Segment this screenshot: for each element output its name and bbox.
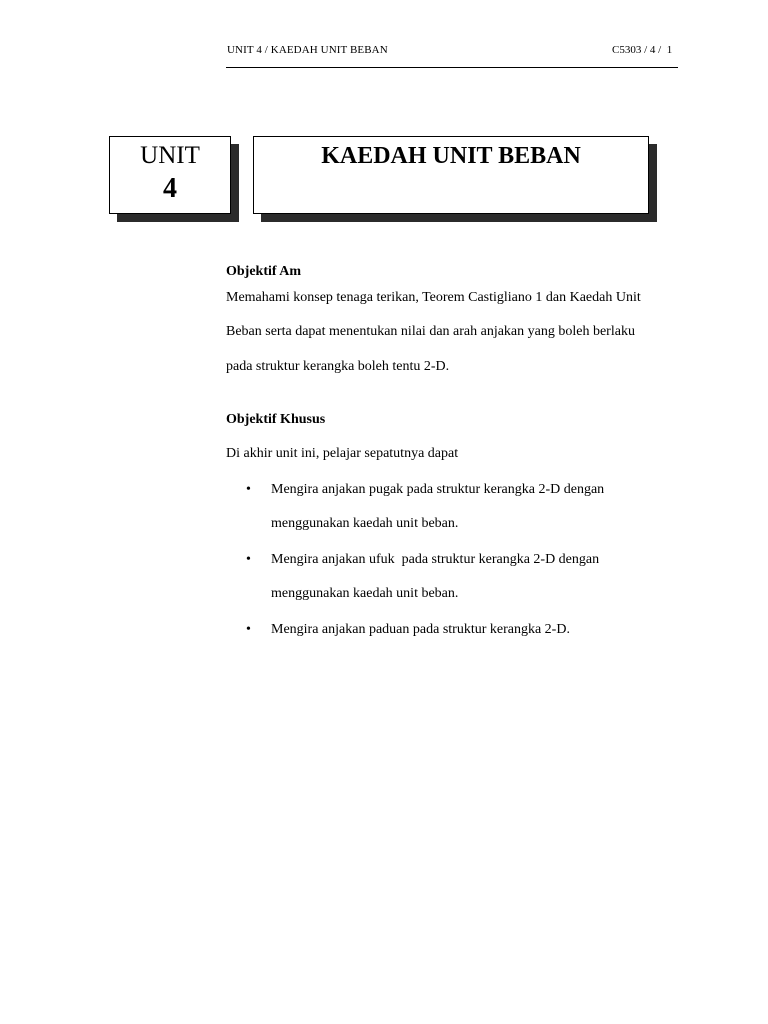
bullet-icon: •	[246, 622, 251, 637]
title-box	[253, 136, 649, 214]
page-title: KAEDAH UNIT BEBAN	[321, 143, 581, 169]
objektif-am-line: pada struktur kerangka boleh tentu 2-D.	[226, 359, 450, 374]
objective-item-line: Mengira anjakan paduan pada struktur kerangka 2-D.	[271, 622, 570, 637]
running-header-page-code: C5303 / 4 / 1	[612, 44, 673, 56]
objektif-am-heading: Objektif Am	[226, 264, 302, 279]
bullet-icon: •	[246, 552, 251, 567]
objektif-am-line: Beban serta dapat menentukan nilai dan arah anjakan yang boleh berlaku	[226, 324, 635, 339]
unit-box	[109, 136, 231, 214]
header-divider	[226, 67, 678, 68]
objective-item-line: Mengira anjakan pugak pada struktur kerangka 2-D dengan	[271, 482, 605, 497]
unit-label: UNIT	[140, 142, 200, 169]
objektif-am-line: Memahami konsep tenaga terikan, Teorem Castigliano 1 dan Kaedah Unit	[226, 290, 641, 305]
bullet-icon: •	[246, 482, 251, 497]
objektif-khusus-heading: Objektif Khusus	[226, 412, 326, 427]
objective-item-line: menggunakan kaedah unit beban.	[271, 516, 459, 531]
running-header-title: UNIT 4 / KAEDAH UNIT BEBAN	[227, 44, 388, 56]
objective-item-line: Mengira anjakan ufuk pada struktur kerangka 2-D dengan	[271, 552, 600, 567]
unit-number: 4	[163, 173, 177, 204]
objective-item-line: menggunakan kaedah unit beban.	[271, 586, 459, 601]
objektif-khusus-intro: Di akhir unit ini, pelajar sepatutnya dapat	[226, 446, 459, 461]
